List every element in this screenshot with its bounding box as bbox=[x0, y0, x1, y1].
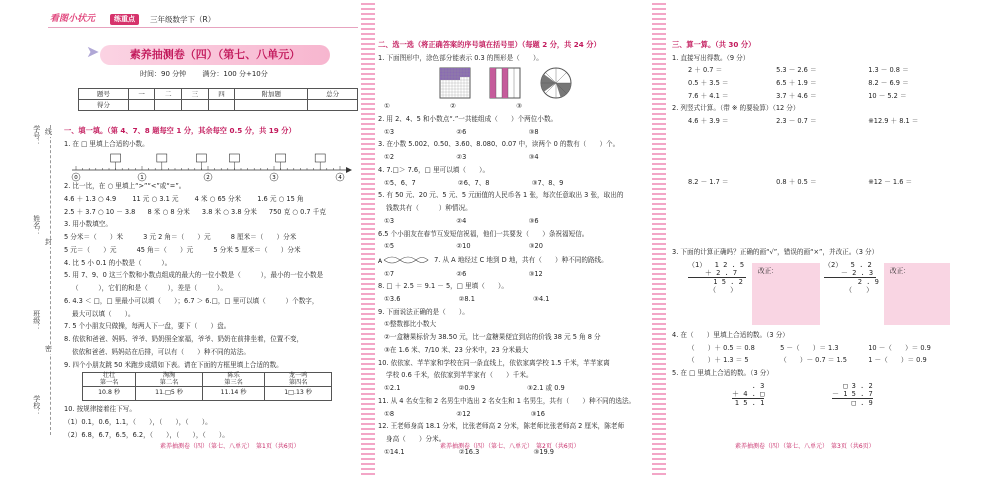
fill-row bbox=[672, 356, 962, 364]
calc-item[interactable]: 5.3 － 2.6 ＝ bbox=[776, 66, 817, 75]
score-cell: 题号 bbox=[79, 89, 129, 100]
compare-row bbox=[64, 195, 358, 203]
option-1[interactable]: ①5、6、7 bbox=[384, 178, 416, 187]
compare-item[interactable]: 8 米 ○ 8 分米 bbox=[147, 207, 190, 216]
runner-name: 陈乐 第三名 bbox=[202, 372, 264, 387]
statement-2[interactable]: ②一盒糖果标价为 38.50 元，比一盒糖果便宜到店的价钱 38 元 5 角 8 分 bbox=[384, 333, 601, 342]
option-3[interactable]: ③20 bbox=[528, 242, 543, 251]
correction-box-2[interactable] bbox=[884, 263, 950, 325]
option-2[interactable]: ②6 bbox=[456, 127, 467, 136]
option-3[interactable]: ③4.1 bbox=[533, 295, 550, 304]
calc-line: 2 . 9 bbox=[824, 278, 879, 286]
question: 11. 从 4 名女生和 2 名男生中选出 2 名女生和 1 名男生，共有（ ）种不同的选法。 bbox=[378, 396, 636, 405]
option-3[interactable]: ③4 bbox=[528, 153, 539, 162]
exam-meta bbox=[140, 70, 282, 79]
fill-item[interactable]: 1 －（ ）＝ 0.9 bbox=[868, 356, 927, 365]
option-1[interactable]: ①3 bbox=[384, 216, 395, 225]
question: 2. 用 2、4、5 和小数点“.”一共能组成（ ）个两位小数。 bbox=[378, 114, 558, 123]
question: 6. 4.3 ＜ □，□ 里最小可以填（ ）；6.7 ＞ 6.□，□ 里可以填（ ）个数字， bbox=[64, 296, 319, 305]
option-3[interactable]: ③ bbox=[516, 102, 522, 111]
option-2[interactable]: ②10 bbox=[456, 242, 471, 251]
fill-item[interactable]: （ ）－ 0.7 ＝ 1.5 bbox=[780, 356, 847, 365]
options-row bbox=[378, 410, 650, 418]
question-cont: 学校 0.6 千米，依依家到芊芊家有（ ）千米。 bbox=[386, 371, 533, 380]
question-text: 7. 从 A 地经过 C 地到 D 地，共有（ ）种不同的路线。 bbox=[434, 256, 608, 265]
number-line-answer-box[interactable] bbox=[276, 154, 286, 162]
correction-label: 改正： bbox=[758, 266, 778, 275]
vertical-calc-row bbox=[672, 117, 962, 173]
question: 2. 列竖式计算。（带 ※ 的要验算）（12 分） bbox=[672, 104, 800, 113]
option-1[interactable]: ①3.6 bbox=[384, 295, 401, 304]
calc-item[interactable]: 2 ＋ 0.7 ＝ bbox=[688, 66, 723, 75]
check-calc-area bbox=[672, 261, 962, 327]
route-diagram bbox=[378, 255, 432, 265]
score-cell: 二 bbox=[155, 89, 182, 100]
fill-row bbox=[672, 344, 962, 352]
page-divider bbox=[652, 0, 666, 477]
page-title: 素养抽测卷（四）（第七、八单元） bbox=[129, 48, 301, 62]
score-cell[interactable] bbox=[155, 100, 182, 111]
calc-line: . 3 bbox=[734, 381, 765, 390]
number-line-label: 4 bbox=[338, 175, 342, 182]
correction-label: 改正： bbox=[890, 266, 910, 275]
figure-circle bbox=[541, 68, 571, 98]
option-3[interactable]: ③8 bbox=[528, 127, 539, 136]
digit-puzzle-2[interactable] bbox=[832, 382, 873, 407]
score-cell[interactable] bbox=[235, 100, 308, 111]
vertical-calc-item[interactable]: ※12.9 ＋ 8.1 ＝ bbox=[868, 117, 919, 126]
option-1[interactable]: ①14.1 bbox=[384, 447, 405, 456]
vertical-calc-row bbox=[672, 178, 962, 244]
school-label: 学校： bbox=[32, 395, 41, 416]
question: 10. 按规律接着往下写。 bbox=[64, 405, 136, 414]
question: 4. 7.□＞ 7.6，□ 里可以填（ ）。 bbox=[378, 165, 490, 174]
compare-item[interactable]: 4 米 ○ 65 分米 bbox=[194, 194, 242, 203]
calc-item[interactable]: 7.6 ＋ 4.1 ＝ bbox=[688, 91, 729, 100]
calc-line: （2） 5 . 2 bbox=[824, 260, 872, 269]
option-3[interactable]: ③16 bbox=[530, 409, 545, 418]
calc-line: （1） 1 2 . 5 bbox=[688, 260, 745, 269]
options-row bbox=[378, 153, 650, 161]
number-line-label: 3 bbox=[272, 175, 276, 182]
question: 1. 直接写出得数。（9 分） bbox=[672, 53, 750, 62]
fill-item[interactable]: 10 －（ ）＝ 0.9 bbox=[868, 343, 931, 352]
statement-3[interactable]: ③在 1.6 米、7/10 米、23 分米中，23 分米最大 bbox=[384, 345, 529, 354]
calc-item[interactable]: 1.3 － 0.8 ＝ bbox=[868, 66, 909, 75]
runner-time: 10.8 秒 bbox=[83, 387, 136, 401]
correction-box-1[interactable] bbox=[752, 263, 820, 325]
number-line-answer-box[interactable] bbox=[196, 154, 206, 162]
question: 10. 依依家、芊芊家和学校在同一条直线上，依依家离学校 1.5 千米，芊芊家离 bbox=[378, 358, 610, 367]
digit-puzzle-1[interactable] bbox=[732, 382, 764, 407]
number-line bbox=[64, 152, 358, 182]
section-fill-in bbox=[64, 126, 358, 444]
option-1[interactable]: ①2.1 bbox=[384, 384, 401, 393]
calc-line: － 1 5 . 7 bbox=[832, 389, 873, 398]
options-row bbox=[378, 179, 650, 187]
question: 4. 在（ ）里填上合适的数。（3 分） bbox=[672, 330, 789, 339]
question-cont: 最大可以填（ ）。 bbox=[72, 309, 135, 318]
question: 12. 王老师身高 18.1 分米，比张老师高 2 分米，陈老师比张老师高 2 厘米，陈老师 bbox=[378, 422, 625, 431]
student-name-label: 姓名： bbox=[32, 215, 41, 236]
number-line-graphic bbox=[64, 152, 354, 182]
question-cont: （ ），它们的和是（ ），差是（ ）。 bbox=[72, 284, 227, 293]
option-1[interactable]: ① bbox=[384, 102, 390, 111]
statement-1[interactable]: ①整数都比小数大 bbox=[384, 320, 437, 329]
question: 5. 在 □ 里填上合适的数。（3 分） bbox=[672, 369, 773, 378]
runner-name: 龙一鸣 第四名 bbox=[265, 372, 332, 387]
option-2[interactable]: ②16.3 bbox=[458, 447, 480, 456]
options-row bbox=[378, 270, 650, 278]
binding-line bbox=[50, 125, 51, 435]
option-2[interactable]: ② bbox=[450, 102, 456, 111]
compare-item[interactable]: 11 元 ○ 3.1 元 bbox=[132, 194, 179, 203]
option-1[interactable]: ①8 bbox=[384, 409, 395, 418]
options-row bbox=[378, 384, 650, 392]
binding-word: 线 bbox=[45, 128, 52, 136]
grade-label: 三年级数学下（R） bbox=[150, 15, 216, 24]
runner-name: 壮壮 第一名 bbox=[83, 372, 136, 387]
question: 3. 下面的计算正确吗？正确的画“√”，错误的画“×”，并改正。（3 分） bbox=[672, 248, 879, 257]
exam-time: 时间：90 分钟 bbox=[140, 70, 187, 78]
page-footer-2: 素养抽测卷（四）（第七、八单元） 第2页（共6页） bbox=[440, 443, 580, 450]
vertical-calc-item[interactable]: ※12 － 1.6 ＝ bbox=[868, 177, 913, 186]
page-footer-1: 素养抽测卷（四）（第七、八单元） 第1页（共6页） bbox=[160, 443, 300, 450]
calc-item[interactable]: 10 － 5.2 ＝ bbox=[868, 91, 907, 100]
question: 5. 有 50 元、20 元、5 元、5 元面值的人民币各 1 张，每次任意取出 3 张，取出的 bbox=[378, 191, 624, 200]
rocket-icon: ➤ bbox=[86, 42, 100, 61]
options-row bbox=[378, 295, 650, 303]
compare-item[interactable]: 750 克 ○ 0.7 千克 bbox=[268, 207, 326, 216]
class-label: 班级： bbox=[32, 310, 41, 331]
section-heading: 二、选一选（将正确答案的序号填在括号里）（每题 2 分，共 24 分） bbox=[378, 40, 601, 49]
calc-row bbox=[672, 66, 962, 74]
fill-row bbox=[64, 233, 358, 241]
option-1[interactable]: ①7 bbox=[384, 269, 395, 278]
option-3[interactable]: ③19.9 bbox=[533, 447, 554, 456]
question-with-figure bbox=[378, 255, 650, 265]
calc-line: 1 5 . 1 bbox=[734, 398, 765, 407]
header-rule bbox=[48, 27, 358, 28]
runner-time[interactable]: 1□.13 秒 bbox=[265, 387, 332, 401]
question: 9. 下面说法正确的是（ ）。 bbox=[378, 307, 469, 316]
fraction-figures bbox=[378, 66, 650, 100]
section-calculate bbox=[672, 40, 962, 418]
option-1[interactable]: ①3 bbox=[384, 127, 395, 136]
calc-item[interactable]: 0.5 ＋ 3.5 ＝ bbox=[688, 78, 729, 87]
option-1[interactable]: ①5 bbox=[384, 242, 395, 251]
runner-time[interactable]: 11.□5 秒 bbox=[136, 387, 203, 401]
score-cell: 一 bbox=[128, 89, 155, 100]
score-cell[interactable] bbox=[208, 100, 235, 111]
option-2[interactable]: ②12 bbox=[456, 409, 471, 418]
question: 7. 5 个小朋友只做操，每两人下一盘，要下（ ）盘。 bbox=[64, 322, 231, 331]
calc-line: － 2 . 3 bbox=[824, 269, 876, 278]
fill-item[interactable]: 45 角＝（ ）元 bbox=[136, 245, 194, 254]
brand-logo: 看图小状元 bbox=[50, 14, 96, 24]
question: 1. 在 □ 里填上合适的小数。 bbox=[64, 139, 149, 148]
fill-row bbox=[64, 246, 358, 254]
calc-line: □ . 9 bbox=[834, 398, 873, 407]
fill-item[interactable]: 5 元＝（ ）元 bbox=[64, 245, 117, 254]
question: 8. □ ＋ 2.5 ＝ 9.1 － 5，□ 里填（ ）。 bbox=[378, 282, 508, 291]
compare-item[interactable]: 3.8 米 ○ 3.8 分米 bbox=[201, 207, 257, 216]
calc-line: 1 5 . 2 bbox=[688, 278, 743, 286]
score-cell[interactable] bbox=[308, 100, 358, 111]
fill-item[interactable]: 3 元 2 角＝（ ）元 bbox=[143, 233, 211, 242]
question: 3. 在小数 5.002、0.50、3.60、8.080、0.07 中，读两个 0 的数有（ ）个。 bbox=[378, 140, 620, 149]
student-number-label: 学号： bbox=[32, 125, 41, 146]
exam-full-score: 满分：100 分+10分 bbox=[202, 70, 268, 78]
compare-item[interactable]: 2.5 ＋ 3.7 ○ 10 － 3.8 bbox=[64, 207, 136, 216]
number-line-answer-box[interactable] bbox=[229, 154, 239, 162]
number-line-label: 0 bbox=[74, 175, 78, 182]
judge-blank[interactable]: （ ） bbox=[688, 286, 738, 295]
question-cont: 身高（ ）分米。 bbox=[386, 435, 446, 444]
calc-item[interactable]: 6.5 ＋ 1.9 ＝ bbox=[776, 78, 817, 87]
fill-item[interactable]: （ ）＋ 1.3 ＝ 5 bbox=[688, 356, 749, 365]
vertical-calc-item[interactable]: 0.8 ＋ 0.5 ＝ bbox=[776, 177, 817, 186]
option-3[interactable]: ③7、8、9 bbox=[531, 178, 564, 187]
number-line-label: 1 bbox=[140, 175, 144, 182]
vertical-calc-item[interactable]: 8.2 － 1.7 ＝ bbox=[688, 177, 729, 186]
compare-row bbox=[64, 208, 358, 216]
number-line-label: 2 bbox=[206, 175, 210, 182]
figure-grid bbox=[440, 68, 470, 98]
options-row bbox=[378, 102, 650, 110]
compare-item[interactable]: 4.6 ＋ 1.3 ○ 4.9 bbox=[64, 194, 117, 203]
option-1[interactable]: ①2 bbox=[384, 153, 395, 162]
score-cell[interactable] bbox=[182, 100, 209, 111]
digit-puzzle-area bbox=[672, 382, 962, 418]
fill-item[interactable]: （ ）＋ 0.5 ＝ 0.8 bbox=[688, 343, 755, 352]
binding-word: 密 bbox=[45, 345, 52, 353]
fill-item[interactable]: 5 分米＝（ ）米 bbox=[64, 233, 124, 242]
section-heading: 三、算一算。（共 30 分） bbox=[672, 40, 756, 49]
calc-row bbox=[672, 79, 962, 87]
calc-line: ＋ 4 . □ bbox=[732, 389, 765, 398]
question-cont: 钱数共有（ ）种情况。 bbox=[386, 204, 472, 213]
score-cell: 四 bbox=[208, 89, 235, 100]
question: 8. 依依和爸爸、妈妈、爷爷、奶奶照全家福，爷爷、奶奶在前排坐着，位置不变， bbox=[64, 335, 304, 344]
question: 1. 下面图形中，涂色部分能表示 0.3 的图形是（ ）。 bbox=[378, 53, 543, 62]
runner-table bbox=[82, 372, 332, 402]
number-line-answer-box[interactable] bbox=[111, 154, 121, 162]
question: 3. 用小数填空。 bbox=[64, 220, 112, 229]
number-line-answer-box[interactable] bbox=[157, 154, 167, 162]
figure-options bbox=[378, 66, 650, 100]
score-cell: 附加题 bbox=[235, 89, 308, 100]
options-row bbox=[378, 128, 650, 136]
option-2[interactable]: ②6、7、8 bbox=[457, 178, 490, 187]
fill-item[interactable]: 8 厘米＝（ ）分米 bbox=[230, 233, 297, 242]
options-row bbox=[378, 217, 650, 225]
calc-line: □ 3 . 2 bbox=[843, 381, 873, 390]
question: 5. 用 7、9、0 这三个数和小数点组成的最大的一位小数是（ ），最小的一位小数是 bbox=[64, 271, 324, 280]
fill-item[interactable]: 5 分米 5 厘米＝（ ）分米 bbox=[213, 245, 301, 254]
option-2[interactable]: ②4 bbox=[456, 216, 467, 225]
figure-bars bbox=[490, 68, 520, 98]
question: 2. 比一比，在 ○ 里填上“>”“<”或“=”。 bbox=[64, 182, 186, 191]
question-cont: 依依和爸爸、妈妈站在后排，可以有（ ）种不同的站法。 bbox=[72, 347, 251, 356]
number-line-answer-box[interactable] bbox=[315, 154, 325, 162]
check-calc-1 bbox=[688, 261, 746, 294]
vertical-calc-item[interactable]: 4.6 ＋ 3.9 ＝ bbox=[688, 117, 729, 126]
score-cell: 三 bbox=[182, 89, 209, 100]
score-cell[interactable] bbox=[128, 100, 155, 111]
svg-text:A: A bbox=[378, 258, 383, 266]
calc-line: ＋ 2 . 7 bbox=[688, 269, 746, 278]
section-choice bbox=[378, 40, 650, 461]
score-cell: 总分 bbox=[308, 89, 358, 100]
runner-time: 11.14 秒 bbox=[202, 387, 264, 401]
sequence-row[interactable]: （2）6.8，6.7，6.5，6.2，（ ），（ ），（ ）。 bbox=[64, 430, 229, 439]
score-table bbox=[78, 88, 358, 111]
page-divider bbox=[361, 0, 375, 477]
page-footer-3: 素养抽测卷（四）（第七、八单元） 第3页（共6页） bbox=[735, 443, 875, 450]
option-3[interactable]: ③6 bbox=[528, 216, 539, 225]
option-2[interactable]: ②6 bbox=[456, 269, 467, 278]
question: 6.5 个小朋友在春节互发短信祝福，他们一共要发（ ）条祝福短信。 bbox=[378, 229, 589, 238]
practice-badge: 练重点 bbox=[110, 14, 139, 25]
fill-item[interactable]: 5 －（ ）＝ 1.3 bbox=[780, 343, 839, 352]
calc-item[interactable]: 3.7 ＋ 4.6 ＝ bbox=[776, 91, 817, 100]
section-heading: 一、填一填。（第 4、7、8 题每空 1 分，其余每空 0.5 分，共 19 分） bbox=[64, 126, 296, 135]
options-row bbox=[378, 242, 650, 250]
vertical-calc-item[interactable]: 2.3 － 0.7 ＝ bbox=[776, 117, 817, 126]
calc-row bbox=[672, 92, 962, 100]
title-banner bbox=[100, 45, 330, 65]
compare-item[interactable]: 1.6 元 ○ 15 角 bbox=[257, 194, 304, 203]
option-2[interactable]: ②0.9 bbox=[458, 384, 475, 393]
binding-word: 封 bbox=[45, 238, 52, 246]
question: 4. 比 5 小 0.1 的小数是（ ）。 bbox=[64, 258, 172, 267]
option-2[interactable]: ②8.1 bbox=[458, 295, 475, 304]
judge-blank[interactable]: （ ） bbox=[824, 286, 874, 295]
check-calc-2 bbox=[824, 261, 879, 294]
option-3[interactable]: ③2.1 或 0.9 bbox=[527, 384, 565, 393]
runner-name: 淘淘 第二名 bbox=[136, 372, 203, 387]
option-3[interactable]: ③12 bbox=[528, 269, 543, 278]
score-cell: 得分 bbox=[79, 100, 129, 111]
sequence-row[interactable]: （1）0.1，0.6，1.1，（ ），（ ），（ ）。 bbox=[64, 418, 212, 427]
question: 9. 四个小朋友跳 50 米跑步成绩如下表。请在下面的方框里填上合适的数。 bbox=[64, 360, 283, 369]
calc-item[interactable]: 8.2 － 6.9 ＝ bbox=[868, 78, 909, 87]
option-2[interactable]: ②3 bbox=[456, 153, 467, 162]
